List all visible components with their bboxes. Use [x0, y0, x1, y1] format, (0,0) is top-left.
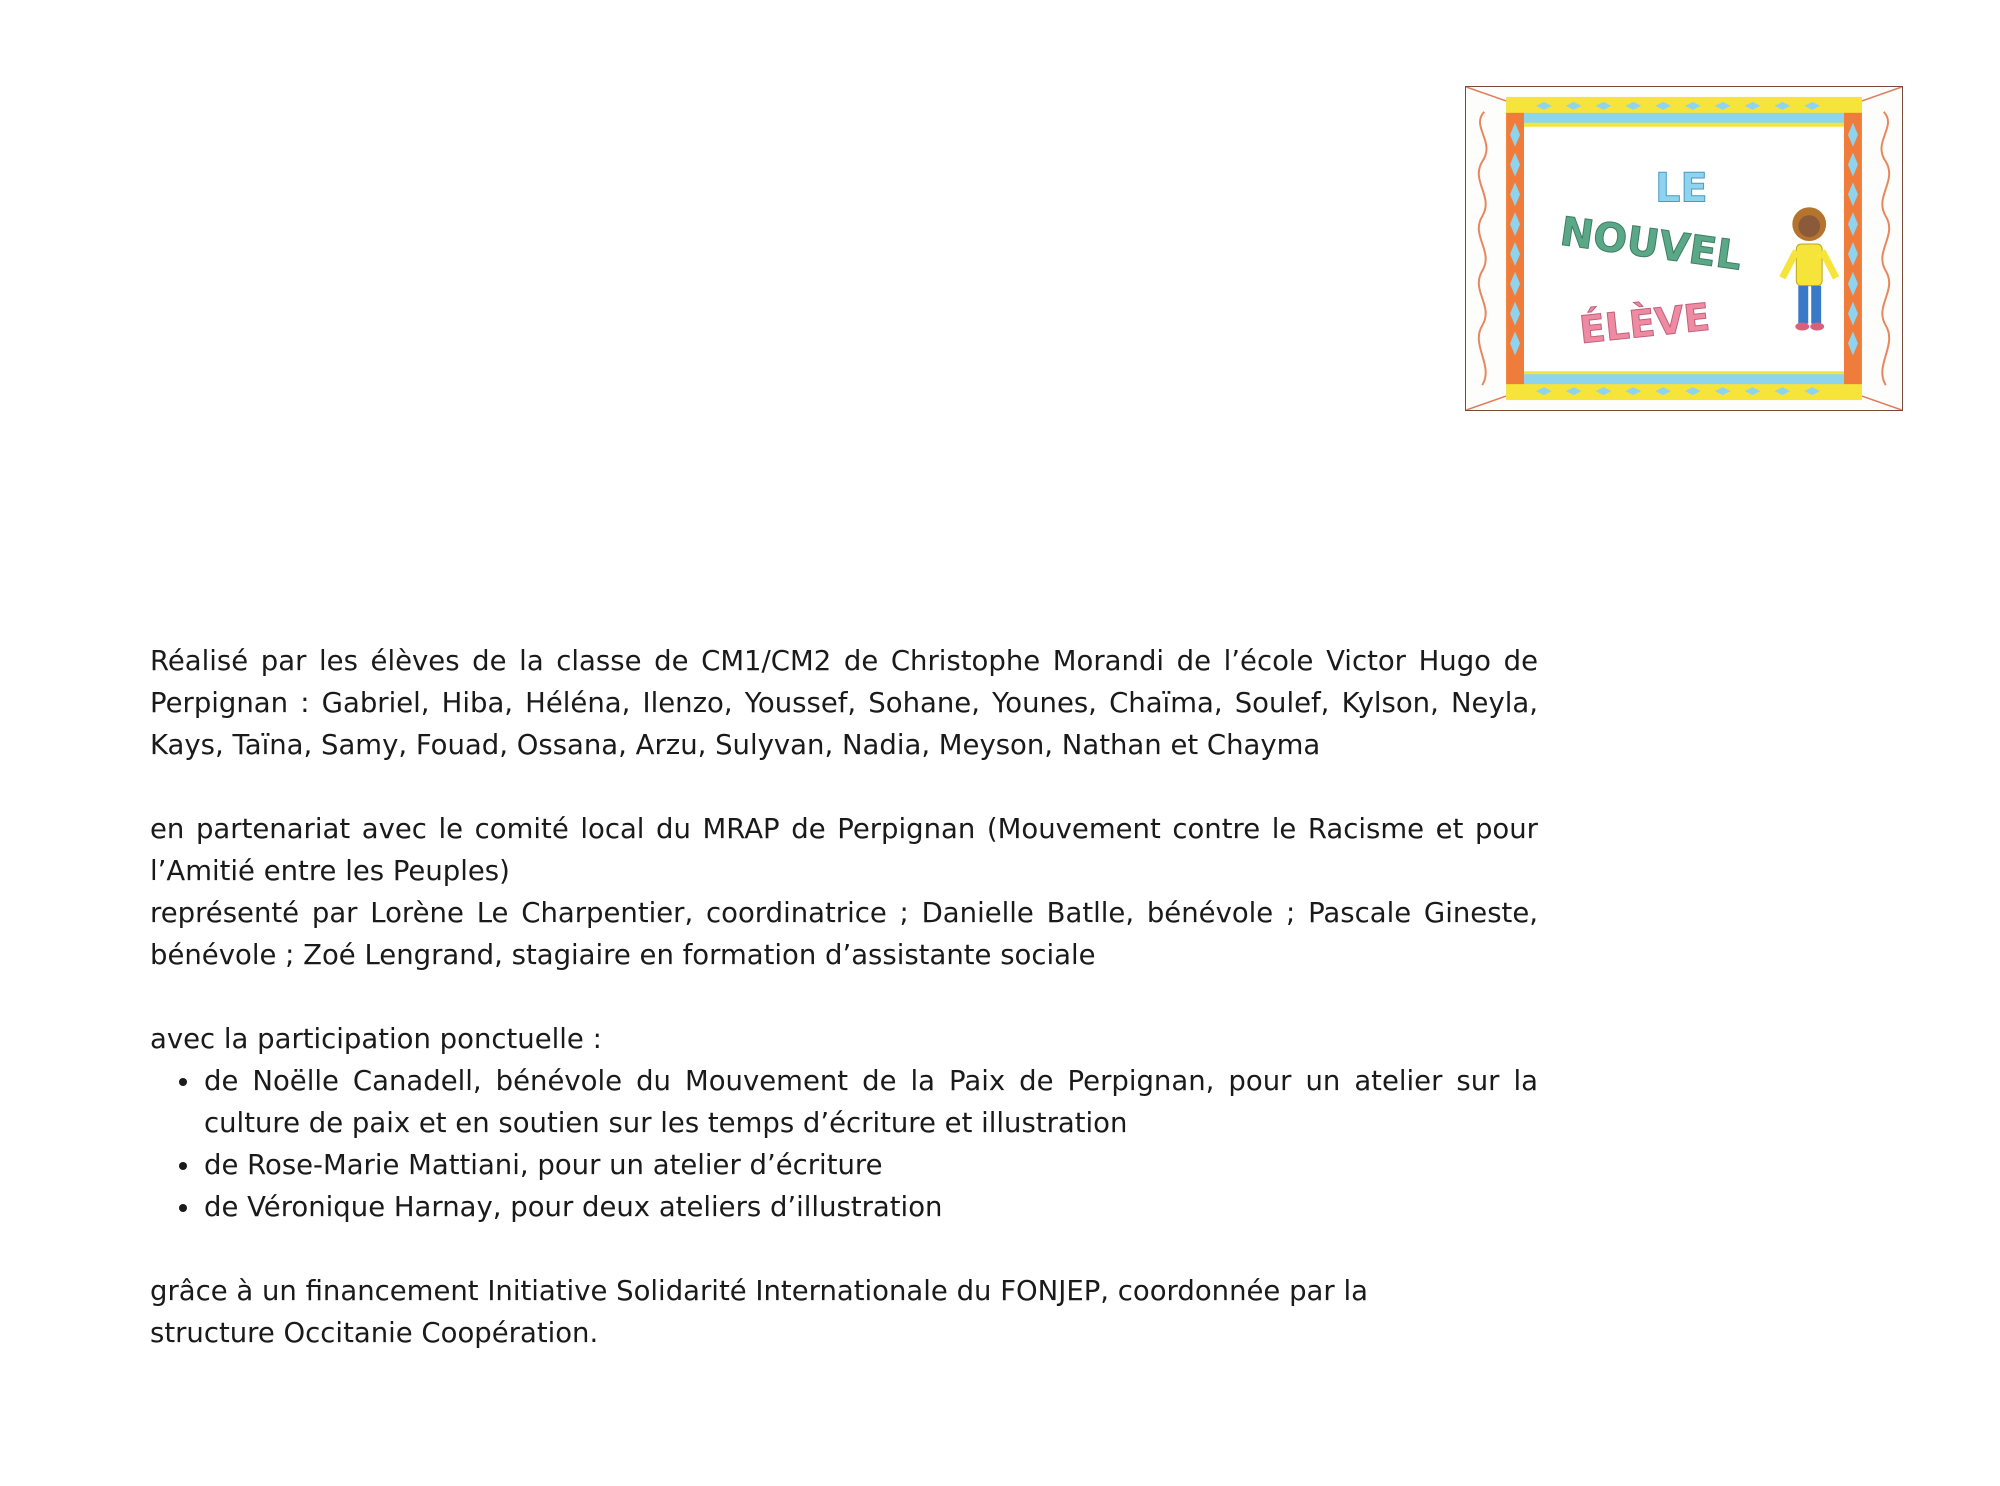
book-cover-illustration [1465, 86, 1903, 411]
credits-representatives-paragraph: représenté par Lorène Le Charpentier, coordinatrice ; Danielle Batlle, bénévole ; Pascale Gineste, bénévole ; Zoé Lengrand, stagiaire en formation d’assistante sociale [150, 897, 1538, 971]
left-swirl-decoration [1479, 112, 1487, 385]
list-item: • de Rose-Marie Mattiani, pour un atelier d’écriture [202, 1144, 1538, 1186]
cover-title-le: LE [1655, 165, 1708, 212]
credits-funding-paragraph: grâce à un financement Initiative Solidarité Internationale du FONJEP, coordonnée par la structure Occitanie Coopération. [150, 1275, 1368, 1349]
cover-drawing [1466, 87, 1902, 410]
cover-title-eleve: ÉLÈVE [1577, 294, 1712, 353]
credits-partnership-paragraph: en partenariat avec le comité local du MRAP de Perpignan (Mouvement contre le Racisme et pour l’Amitié entre les Peuples) [150, 813, 1538, 887]
credits-participation-heading: avec la participation ponctuelle : [150, 1023, 602, 1055]
credits-text [150, 640, 1538, 1354]
participation-list [150, 1060, 1538, 1228]
list-item: • de Véronique Harnay, pour deux ateliers d’illustration [202, 1186, 1538, 1228]
right-swirl-decoration [1881, 112, 1889, 385]
list-item: • de Noëlle Canadell, bénévole du Mouvement de la Paix de Perpignan, pour un atelier sur la culture de paix et en soutien sur les temps d’écriture et illustration [202, 1060, 1538, 1144]
cover-title-nouvel: NOUVEL [1557, 208, 1745, 280]
credits-students-paragraph: Réalisé par les élèves de la classe de CM1/CM2 de Christophe Morandi de l’école Victor Hugo de Perpignan : Gabriel, Hiba, Héléna, Ilenzo, Youssef, Sohane, Younes, Chaïma, Soulef, Kylson, Neyla, Kays, Taïna, Samy, Fouad, Ossana, Arzu, Sulyvan, Nadia, Meyson, Nathan et Chayma [150, 645, 1538, 761]
